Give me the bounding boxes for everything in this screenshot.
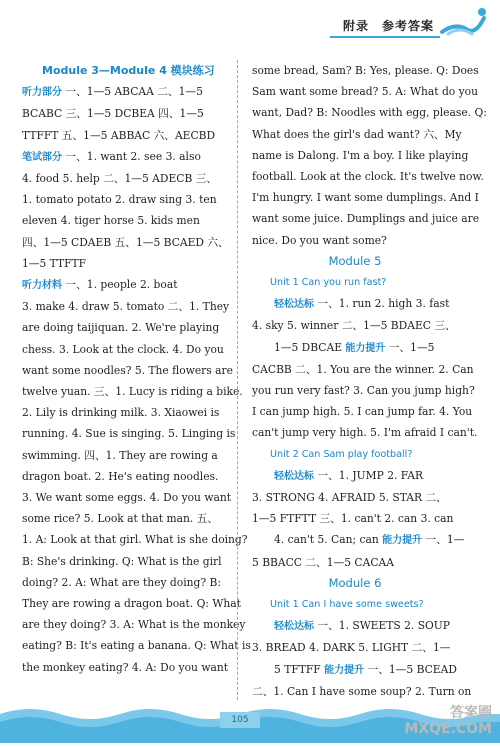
- answer-text: twelve yuan. 三、1. Lucy is riding a bike.: [22, 385, 243, 399]
- answer-line: [22, 146, 228, 168]
- answer-text: BCABC 三、1—5 DCBEA 四、1—5: [22, 107, 204, 121]
- answer-text: 一、1—: [422, 533, 465, 547]
- answer-line: [22, 339, 228, 360]
- answer-line: [252, 529, 465, 551]
- answer-text: 4. food 5. help 二、1—5 ADECB 三、: [22, 172, 218, 186]
- answer-line: some bread, Sam? B: Yes, please. Q: Does: [252, 64, 479, 77]
- answer-line: [22, 445, 228, 466]
- answer-line: 3. STRONG 4. AFRAID 5. STAR 二、: [252, 491, 447, 505]
- answer-line: 1—5 FTFTT 三、1. can't 2. can 3. can: [252, 512, 454, 526]
- answer-line: [22, 593, 241, 614]
- unit-title: Unit 1 Can I have some sweets?: [270, 599, 424, 611]
- answer-text: 一、1. run 2. high 3. fast: [314, 297, 450, 311]
- module-title: Module 6: [328, 575, 382, 590]
- module-title: Module 5: [328, 253, 382, 268]
- answer-line: you run very fast? 3. Can you jump high?: [252, 384, 475, 398]
- answer-text: 1—5 DBCAE: [274, 340, 346, 354]
- answer-text: They are rowing a dragon boat. Q: What: [22, 597, 241, 611]
- answer-line: [22, 232, 228, 253]
- answer-line: [22, 466, 228, 487]
- answer-text: 1. tomato potato 2. draw sing 3. ten: [22, 193, 217, 207]
- answer-text: want some noodles? 5. The flowers are: [22, 363, 233, 377]
- answer-text: are they doing? 3. A: What is the monkey: [22, 618, 246, 632]
- answer-line: [22, 103, 228, 124]
- answer-line: [22, 210, 228, 231]
- answer-text: 1—5 TTFTF: [22, 256, 87, 270]
- section-label: 轻松达标: [274, 299, 314, 311]
- answer-line: I'm hungry. I want some dumplings. And I: [252, 191, 479, 205]
- answer-line: [22, 572, 228, 593]
- answer-line: [252, 615, 458, 637]
- header-rule: [330, 36, 440, 38]
- answer-line: [22, 360, 233, 381]
- answer-line: Sam want some bread? 5. A: What do you: [252, 85, 478, 99]
- answer-line: What does the girl's dad want? 六、My: [252, 127, 462, 141]
- answer-line: can't jump very high. 5. I'm afraid I can't.: [252, 426, 478, 440]
- answer-text: eating? B: It's eating a banana. Q: What is: [22, 639, 251, 653]
- answer-line: [22, 635, 251, 656]
- answer-line: want some juice. Dumplings and juice are: [252, 212, 480, 226]
- section-label: 能力提升: [382, 535, 423, 547]
- answer-text: 一、1. people 2. boat: [62, 278, 178, 292]
- answer-text: are doing taijiquan. 2. We're playing: [22, 321, 220, 335]
- answer-line: [252, 337, 458, 359]
- answer-text: 5 TFTFF: [274, 662, 325, 676]
- answer-line: football. Look at the clock. It's twelve now.: [252, 170, 484, 184]
- answer-text: 3. We want some eggs. 4. Do you want: [22, 491, 232, 505]
- unit-title: Unit 2 Can Sam play football?: [270, 448, 413, 460]
- section-label: 能力提升: [345, 342, 386, 354]
- unit-title: Unit 1 Can you run fast?: [270, 277, 387, 289]
- answer-line: [22, 253, 228, 274]
- answer-line: [22, 402, 228, 423]
- section-label: 笔试部分: [22, 151, 62, 163]
- answer-text: the monkey eating? 4. A: Do you want: [22, 660, 229, 674]
- answer-line: 二、1. Can I have some soup? 2. Turn on: [252, 684, 472, 698]
- answer-text: B: She's drinking. Q: What is the girl: [22, 554, 222, 568]
- answer-text: 四、1—5 CDAEB 五、1—5 BCAED 六、: [22, 235, 229, 249]
- answer-text: swimming. 四、1. They are rowing a: [22, 448, 218, 462]
- section-label: 能力提升: [324, 664, 365, 676]
- answer-line: [22, 657, 228, 678]
- answer-text: 3. make 4. draw 5. tomato 二、1. They: [22, 300, 230, 314]
- answer-text: TTFFT 五、1—5 ABBAC 六、AECBD: [22, 128, 216, 142]
- answer-line: 5 BBACC 二、1—5 CACAA: [252, 555, 394, 569]
- right-answer-column: [252, 60, 487, 702]
- answer-line: name is Dalong. I'm a boy. I like playing: [252, 148, 469, 162]
- answer-line: [22, 551, 228, 572]
- answer-text: doing? 2. A: What are they doing? B:: [22, 575, 221, 589]
- answer-text: 一、1—5 BCEAD: [364, 662, 457, 676]
- answer-text: 一、1. want 2. see 3. also: [62, 149, 201, 163]
- answer-text: eleven 4. tiger horse 5. kids men: [22, 214, 200, 228]
- watermark-line1: 答案圈: [450, 705, 492, 721]
- answer-line: [22, 125, 228, 146]
- answer-line: [22, 317, 228, 338]
- answer-line: [22, 423, 236, 444]
- answer-text: 一、1—5 ABCAA 二、1—5: [62, 85, 203, 99]
- answer-line: want, Dad? B: Noodles with egg, please. Q:: [252, 106, 487, 120]
- answer-line: [22, 529, 248, 550]
- answer-text: 2. Lily is drinking milk. 3. Xiaowei is: [22, 406, 220, 420]
- page-number: 105: [220, 712, 260, 728]
- answer-line: 4. sky 5. winner 二、1—5 BDAEC 三、: [252, 319, 456, 333]
- answer-line: 3. BREAD 4. DARK 5. LIGHT 二、1—: [252, 641, 451, 655]
- answer-line: nice. Do you want some?: [252, 233, 387, 247]
- answer-line: [22, 274, 228, 296]
- section-label: 轻松达标: [274, 621, 314, 633]
- answer-line: [252, 659, 458, 681]
- answer-line: [252, 465, 458, 487]
- answer-line: [252, 293, 458, 315]
- page-header: [0, 0, 500, 42]
- answer-text: dragon boat. 2. He's eating noodles.: [22, 469, 219, 483]
- answer-text: 一、1. JUMP 2. FAR: [314, 468, 424, 482]
- answer-line: [22, 487, 232, 508]
- left-answer-column: [22, 60, 251, 678]
- watermark-line2: MXQE.COM: [404, 721, 492, 737]
- answer-line: [22, 508, 228, 529]
- answer-text: 4. can't 5. Can; can: [274, 533, 383, 547]
- answer-text: 1. A: Look at that girl. What is she doing?: [22, 533, 248, 547]
- answer-line: [22, 614, 246, 635]
- answer-text: some rice? 5. Look at that man. 五、: [22, 512, 219, 526]
- watermark: [404, 705, 492, 737]
- answer-text: 一、1—5: [385, 340, 435, 354]
- answer-line: I can jump high. 5. I can jump far. 4. You: [252, 405, 473, 419]
- answer-text: running. 4. Sue is singing. 5. Linging is: [22, 427, 236, 441]
- book-pen-logo-icon: [438, 4, 488, 40]
- answer-line: [22, 168, 228, 189]
- section-label: 听力部分: [22, 87, 62, 99]
- section-title: Module 3—Module 4 模块练习: [42, 64, 215, 77]
- answer-line: [22, 381, 243, 402]
- answer-line: CACBB 二、1. You are the winner. 2. Can: [252, 362, 474, 376]
- answer-text: 一、1. SWEETS 2. SOUP: [314, 619, 450, 633]
- answer-line: [22, 296, 228, 317]
- section-label: 轻松达标: [274, 470, 314, 482]
- header-title: 附录 参考答案: [342, 19, 434, 33]
- answer-line: [22, 81, 228, 103]
- column-divider: [237, 60, 238, 700]
- section-label: 听力材料: [22, 280, 62, 292]
- answer-line: [22, 189, 228, 210]
- answer-text: chess. 3. Look at the clock. 4. Do you: [22, 342, 224, 356]
